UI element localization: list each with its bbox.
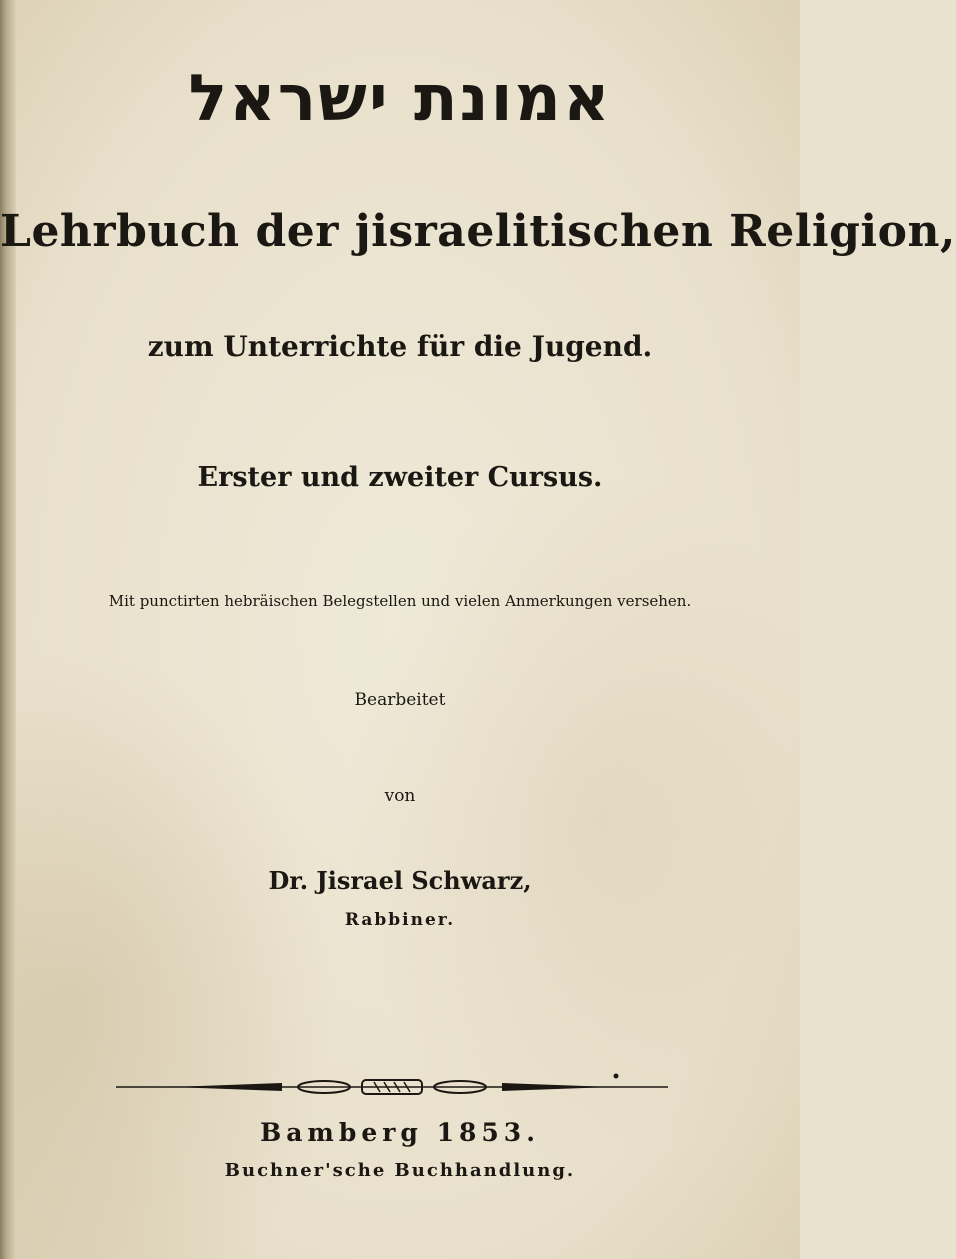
edition-note: Mit punctirten hebräischen Belegstellen und vielen Anmerkungen versehen. [108,592,692,610]
edited-label: Bearbeitet [354,690,446,710]
course-line: Erster und zweiter Cursus. [197,462,603,493]
ornamental-rule [112,1072,672,1102]
by-label: von [384,786,416,806]
author-role: Rabbiner. [344,910,456,930]
book-title: Lehrbuch der jisraelitischen Religion, [0,206,956,257]
author-name: Dr. Jisrael Schwarz, [268,866,532,895]
imprint-place-year: Bamberg 1853. [260,1118,540,1147]
book-subtitle: zum Unterrichte für die Jugend. [147,330,653,363]
publisher-name: Buchner'sche Buchhandlung. [224,1160,576,1181]
book-binding-edge [0,0,16,1259]
hebrew-title: אמונת ישראל [188,62,612,136]
